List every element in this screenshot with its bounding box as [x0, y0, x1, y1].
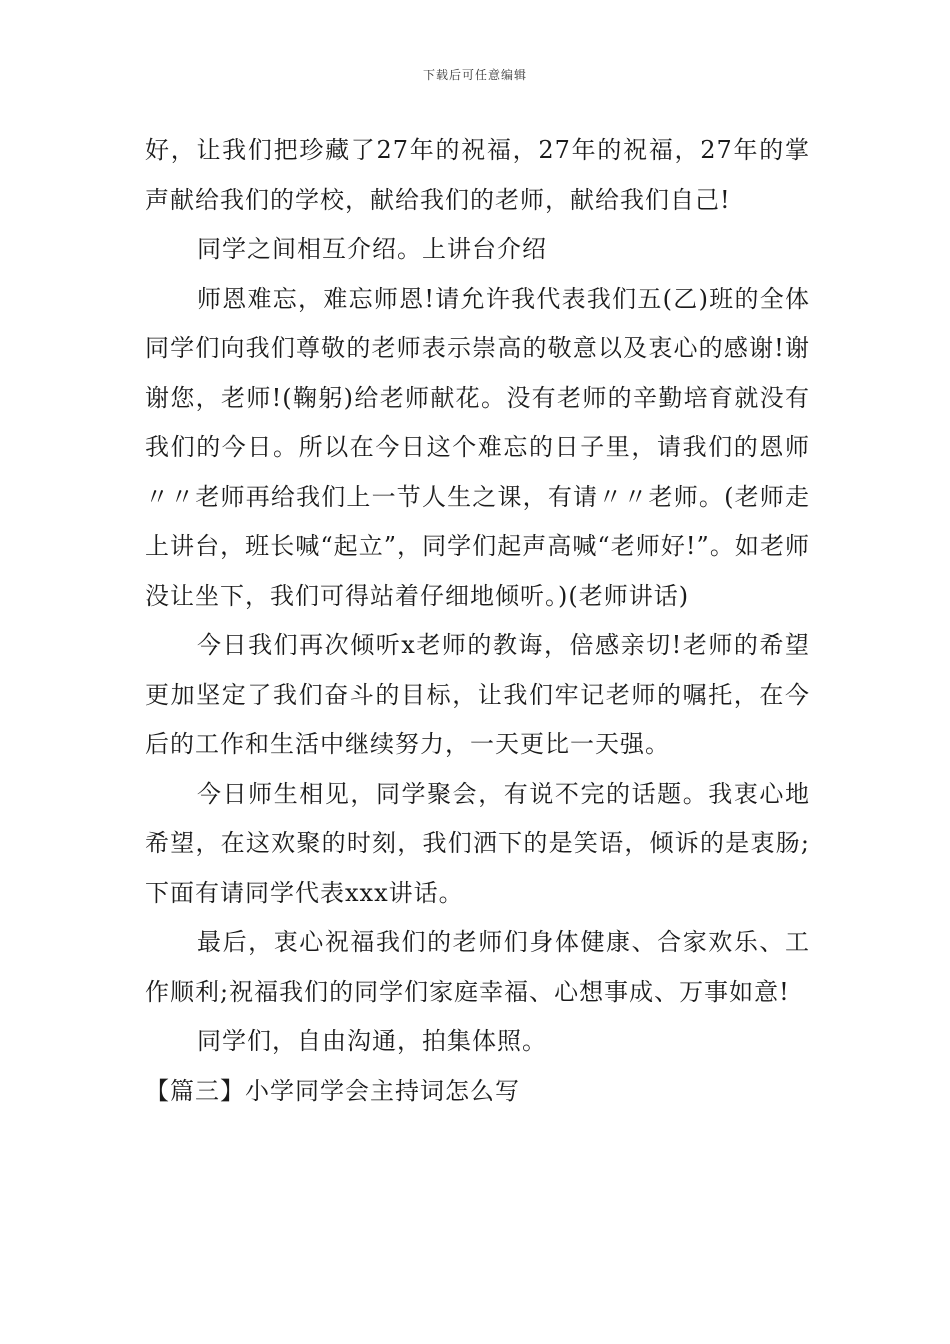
document-body — [145, 126, 810, 1116]
paragraph: 好，让我们把珍藏了27年的祝福，27年的祝福，27年的掌声献给我们的学校，献给我们的老师，献给我们自己! — [145, 136, 810, 214]
paragraph: 同学们，自由沟通，拍集体照。 — [197, 1027, 547, 1055]
page-header: 下载后可任意编辑 — [422, 68, 527, 82]
paragraph: 师恩难忘，难忘师恩!请允许我代表我们五(乙)班的全体同学们向我们尊敬的老师表示崇高的敬意以及衷心的感谢!谢谢您，老师!(鞠躬)给老师献花。没有老师的辛勤培育就没有我们的今日。所以在今日这个难忘的日子里，请我们的恩师〃〃老师再给我们上一节人生之课，有请〃〃老师。(老师走上讲台，班长喊“起立”，同学们起声高喊“老师好!”。如老师没让坐下，我们可得站着仔细地倾听。)(老师讲话) — [145, 284, 810, 610]
section-heading: 【篇三】小学同学会主持词怎么写 — [145, 1076, 520, 1105]
paragraph: 最后，衷心祝福我们的老师们身体健康、合家欢乐、工作顺利;祝福我们的同学们家庭幸福、心想事成、万事如意! — [145, 928, 810, 1006]
paragraph: 同学之间相互介绍。上讲台介绍 — [197, 235, 547, 263]
paragraph: 今日师生相见，同学聚会，有说不完的话题。我衷心地希望，在这欢聚的时刻，我们洒下的是笑语，倾诉的是衷肠;下面有请同学代表xxx讲话。 — [145, 779, 810, 907]
paragraph: 今日我们再次倾听x老师的教诲，倍感亲切!老师的希望更加坚定了我们奋斗的目标，让我们牢记老师的嘱托，在今后的工作和生活中继续努力，一天更比一天强。 — [145, 631, 810, 758]
